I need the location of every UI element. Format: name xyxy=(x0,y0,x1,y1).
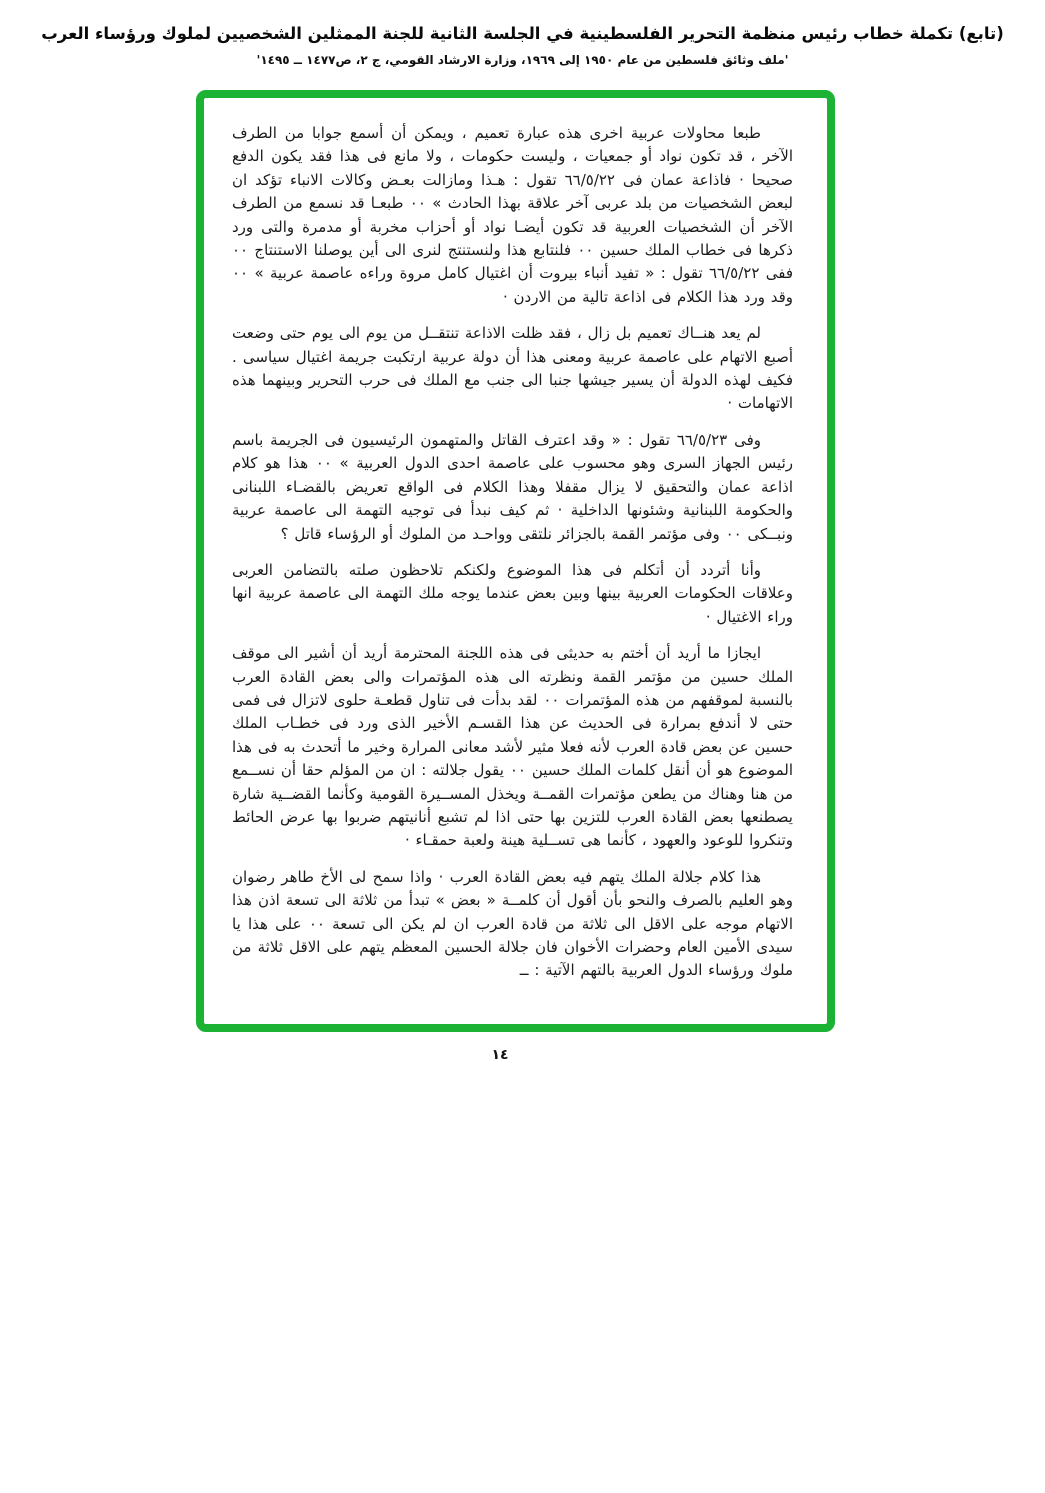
document-source-citation: 'ملف وثائق فلسطين من عام ١٩٥٠ إلى ١٩٦٩، وزارة الارشاد القومي، ج ٢، ص١٤٧٧ ــ ١٤٩٥' xyxy=(256,53,789,67)
paragraph: وأنا أتردد أن أتكلم فى هذا الموضوع ولكنكم تلاحظون صلته بالتضامن العربى وعلاقات الحكومات العربية بينها وبين بعض عندما يوجه ملك التهمة الى عاصمة عربية انها وراء الاغتيال · xyxy=(232,560,793,626)
highlight-border-box xyxy=(196,90,835,1032)
page-number: ١٤ xyxy=(491,1047,509,1063)
paragraph: لم يعد هنــاك تعميم بل زال ، فقد ظلت الاذاعة تنتقــل من يوم الى يوم حتى وضعت أصبع الاتهام على عاصمة عربية ومعنى هذا أن دولة عربية ارتكبت جريمة اغتيال سياسى . فكيف لهذه الدولة أن يسير جيشها جنبا الى جنب مع الملك فى حرب التحرير وبينهما هذه الاتهامات · xyxy=(232,324,793,413)
document-header-title: (تابع) تكملة خطاب رئيس منظمة التحرير الفلسطينية في الجلسة الثانية للجنة الممثلين الشخصيين لملوك ورؤساء العرب xyxy=(41,24,1004,43)
paragraph: ايجازا ما أريد أن أختم به حديثى فى هذه اللجنة المحترمة أريد أن أشير الى موقف الملك حسين من مؤتمر القمة ونظرته الى هذه المؤتمرات والى بعض القادة العرب بالنسبة لموقفهم من هذه المؤتمرات ٠٠ لقد بدأت فى تناول قطعـة حلوى لاتزال فى فمى حتى لا أندفع بمرارة فى الحديث عن هذا القسـم الأخير الذى ورد فى خطـاب الملك حسين عن بعض قادة العرب لأنه فعلا مثير لأشد معانى المرارة وخير ما أتحدث به فى هذا الموضوع هو أن أنقل كلمات الملك حسين ٠٠ يقول جلالته : ان من المؤلم حقا أن نســمع من هنا وهناك من يطعن مؤتمرات القمــة ويخذل المســيرة القومية وكأنما القضــية شارة يصطنعها بعض القادة العرب للتزين بها حتى اذا لم تشبع أنانيتهم ضربوا بها عرض الحائط وتنكروا للوعود والعهود ، كأنما هى تســلية هينة ولعبة حمقـاء · xyxy=(232,644,793,850)
document-body-text xyxy=(212,106,819,1016)
paragraph: وفى ٦٦/٥/٢٣ تقول : « وقد اعترف القاتل والمتهمون الرئيسيون فى الجريمة باسم رئيس الجهاز السرى وهو محسوب على عاصمة احدى الدول العربية » ٠٠ هذا هو كلام اذاعة عمان والتحقيق لا يزال مقفلا وهذا الكلام فى الواقع تعريض بالقضـاء اللبنانى والحكومة اللبنانية وشئونها الداخلية · ثم كيف نبدأ فى توجيه التهمة الى عاصمة عربية ونبــكى ٠٠ وفى مؤتمر القمة بالجزائر نلتقى وواحـد من الملوك أو الرؤساء قاتل ؟ xyxy=(232,430,793,543)
paragraph: هذا كلام جلالة الملك يتهم فيه بعض القادة العرب · واذا سمح لى الأخ طاهر رضوان وهو العليم بالصرف والنحو بأن أقول أن كلمــة « بعض » تبدأ من ثلاثة الى تسعة اذن هذا الاتهام موجه على الاقل الى ثلاثة من قادة العرب ان لم يكن الى تسعة ٠٠ على هذا يا سيدى الأمين العام وحضرات الأخوان فان جلالة الحسين المعظم يتهم على الاقل ثلاثة من ملوك ورؤساء الدول العربية بالتهم الآتية : ــ xyxy=(232,867,793,980)
paragraph: طبعا محاولات عربية اخرى هذه عبارة تعميم ، ويمكن أن أسمع جوابا من الطرف الآخر ، قد تكون نواد أو جمعيات ، وليست حكومات ، ولا مانع فى هذا فقد يكون الدفع صحيحا · فاذاعة عمان فى ٦٦/٥/٢٢ تقول : هـذا ومازالت بعـض وكالات الانباء تؤكد ان لبعض الشخصيات من بلد عربى آخر علاقة بهذا الحادث » ٠٠ طبعـا قد نسمع من الطرف الآخر أن الشخصيات العربية قد تكون أيضـا نواد أو أحزاب مخربة أو مدمرة والتى ورد ذكرها فى خطاب الملك حسين ٠٠ فلنتابع هذا ولنستنتج لنرى الى أين يوصلنا الاستنتاج ٠٠ ففى ٦٦/٥/٢٢ تقول : « تفيد أنباء بيروت أن اغتيال كامل مروة وراءه عاصمة عربية » ٠٠ وقد ورد هذا الكلام فى اذاعة تالية من الاردن · xyxy=(232,124,793,306)
